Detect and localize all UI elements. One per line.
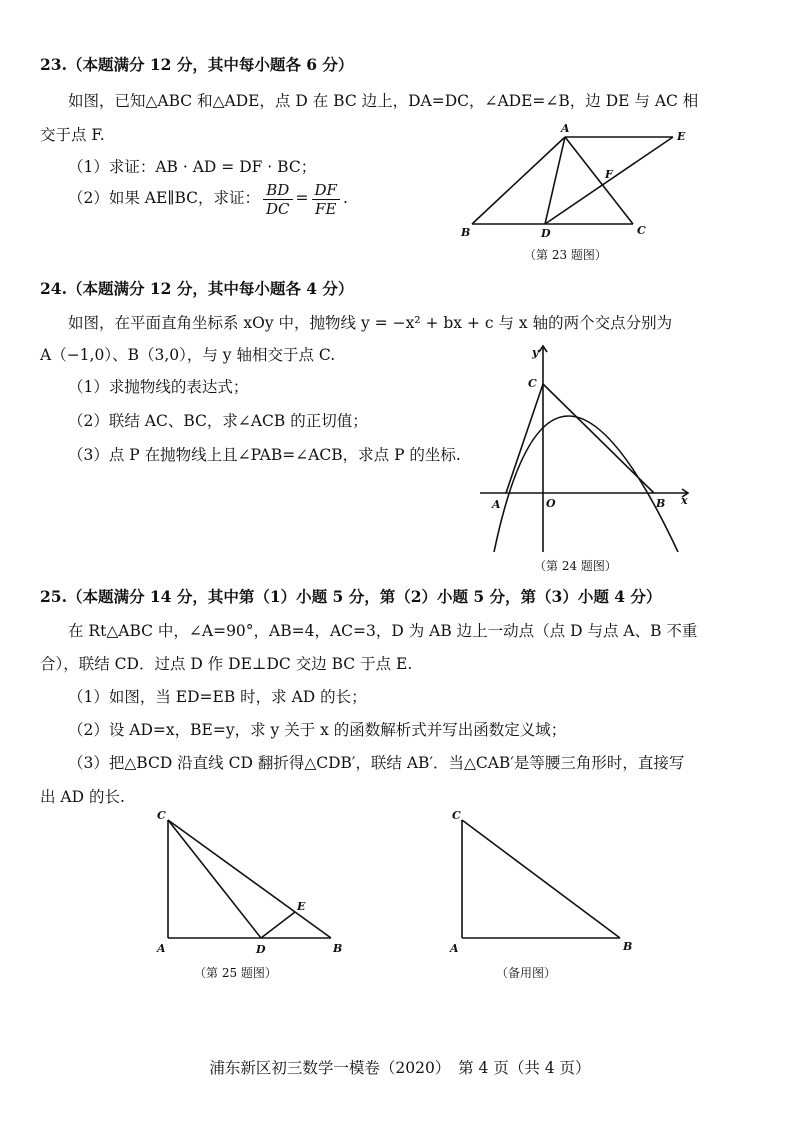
q23-label-a: A xyxy=(561,122,570,135)
q25-spare-figure xyxy=(440,808,640,958)
q25-stem-line2: 合），联结 CD．过点 D 作 DE⊥DC 交边 BC 于点 E. xyxy=(40,655,413,673)
q24-segment-ac xyxy=(506,384,543,493)
q23-segment-ad xyxy=(545,137,565,224)
q25-label-a: A xyxy=(157,942,166,955)
page-footer: 浦东新区初三数学一模卷（2020） 第 4 页（共 4 页） xyxy=(209,1059,591,1077)
q23-frac2-den: FE xyxy=(315,199,337,218)
q23-label-c: C xyxy=(637,224,646,237)
q23-fraction-bd-dc xyxy=(263,181,293,218)
q25-label-c: C xyxy=(157,809,166,822)
q24-parabola xyxy=(494,416,678,552)
q23-fraction-df-fe xyxy=(312,181,340,218)
q24-segment-bc xyxy=(543,384,654,493)
q25-stem-line1: 在 Rt△ABC 中，∠A=90°，AB=4，AC=3，D 为 AB 边上一动点（点 D 与点 A、B 不重 xyxy=(68,622,698,640)
q23-label-d: D xyxy=(541,227,551,240)
q23-caption: （第 23 题图） xyxy=(524,248,607,262)
q24-label-a: A xyxy=(492,498,501,511)
q24-figure xyxy=(470,340,700,552)
q24-part3: （3）点 P 在抛物线上且∠PAB=∠ACB，求点 P 的坐标. xyxy=(68,446,461,464)
q24-label-x: x xyxy=(681,494,688,507)
q23-frac2-num: DF xyxy=(312,181,340,200)
q25-spare-label-b: B xyxy=(623,940,633,953)
q23-equals: = xyxy=(295,189,309,207)
q23-part2 xyxy=(68,178,348,218)
q25-caption: （第 25 题图） xyxy=(194,966,277,980)
q25-part3-line1: （3）把△BCD 沿直线 CD 翻折得△CDB′，联结 AB′．当△CAB′是等腰三角形时，直接写 xyxy=(68,754,685,772)
q24-label-b: B xyxy=(656,497,666,510)
q25-label-e: E xyxy=(297,900,306,913)
q23-stem-line2: 交于点 F. xyxy=(40,126,105,144)
q25-spare-label-c: C xyxy=(452,809,461,822)
q24-label-o: O xyxy=(546,497,556,510)
q25-spare-segment-bc xyxy=(462,820,620,938)
q25-header: 25.（本题满分 14 分，其中第（1）小题 5 分，第（2）小题 5 分，第（3）小题 4 分） xyxy=(40,587,662,606)
q24-label-y: y xyxy=(532,346,539,359)
q25-spare-label-a: A xyxy=(450,942,459,955)
q25-label-d: D xyxy=(256,943,266,956)
q25-segment-de xyxy=(261,912,295,938)
q23-part2-prefix: （2）如果 AE∥BC，求证： xyxy=(68,189,260,207)
q24-part1: （1）求抛物线的表达式； xyxy=(68,378,249,396)
q23-frac1-num: BD xyxy=(263,181,293,200)
q23-header: 23.（本题满分 12 分，其中每小题各 6 分） xyxy=(40,55,354,74)
q23-period: . xyxy=(342,189,348,207)
q23-stem-line1: 如图，已知△ABC 和△ADE，点 D 在 BC 边上，DA=DC，∠ADE=∠B，边 DE 与 AC 相 xyxy=(68,92,699,110)
q23-label-f: F xyxy=(605,168,613,181)
q24-header: 24.（本题满分 12 分，其中每小题各 4 分） xyxy=(40,279,354,298)
q25-segment-bc xyxy=(168,820,331,938)
q25-part1: （1）如图，当 ED=EB 时，求 AD 的长； xyxy=(68,688,367,706)
q23-figure xyxy=(455,120,695,240)
q23-segment-ac xyxy=(565,137,633,224)
q25-figure xyxy=(150,808,350,958)
q23-part1: （1）求证：AB · AD = DF · BC； xyxy=(68,158,317,176)
q25-part2: （2）设 AD=x，BE=y，求 y 关于 x 的函数解析式并写出函数定义域； xyxy=(68,721,567,739)
q24-caption: （第 24 题图） xyxy=(534,559,617,573)
q25-label-b: B xyxy=(333,942,343,955)
q25-part3-line2: 出 AD 的长. xyxy=(40,788,125,806)
q25-spare-caption: （备用图） xyxy=(496,966,557,980)
q23-label-e: E xyxy=(677,130,686,143)
q24-stem-line1: 如图，在平面直角坐标系 xOy 中，抛物线 y = −x² + bx + c 与 x 轴的两个交点分别为 xyxy=(68,314,673,332)
q25-segment-cd xyxy=(168,820,261,938)
q23-label-b: B xyxy=(461,226,471,239)
q24-part2: （2）联结 AC、BC，求∠ACB 的正切值； xyxy=(68,412,368,430)
q23-frac1-den: DC xyxy=(266,199,290,218)
q24-label-c: C xyxy=(528,377,537,390)
q23-segment-ab xyxy=(472,137,565,224)
q24-stem-line2: A（−1,0）、B（3,0），与 y 轴相交于点 C. xyxy=(40,346,336,364)
